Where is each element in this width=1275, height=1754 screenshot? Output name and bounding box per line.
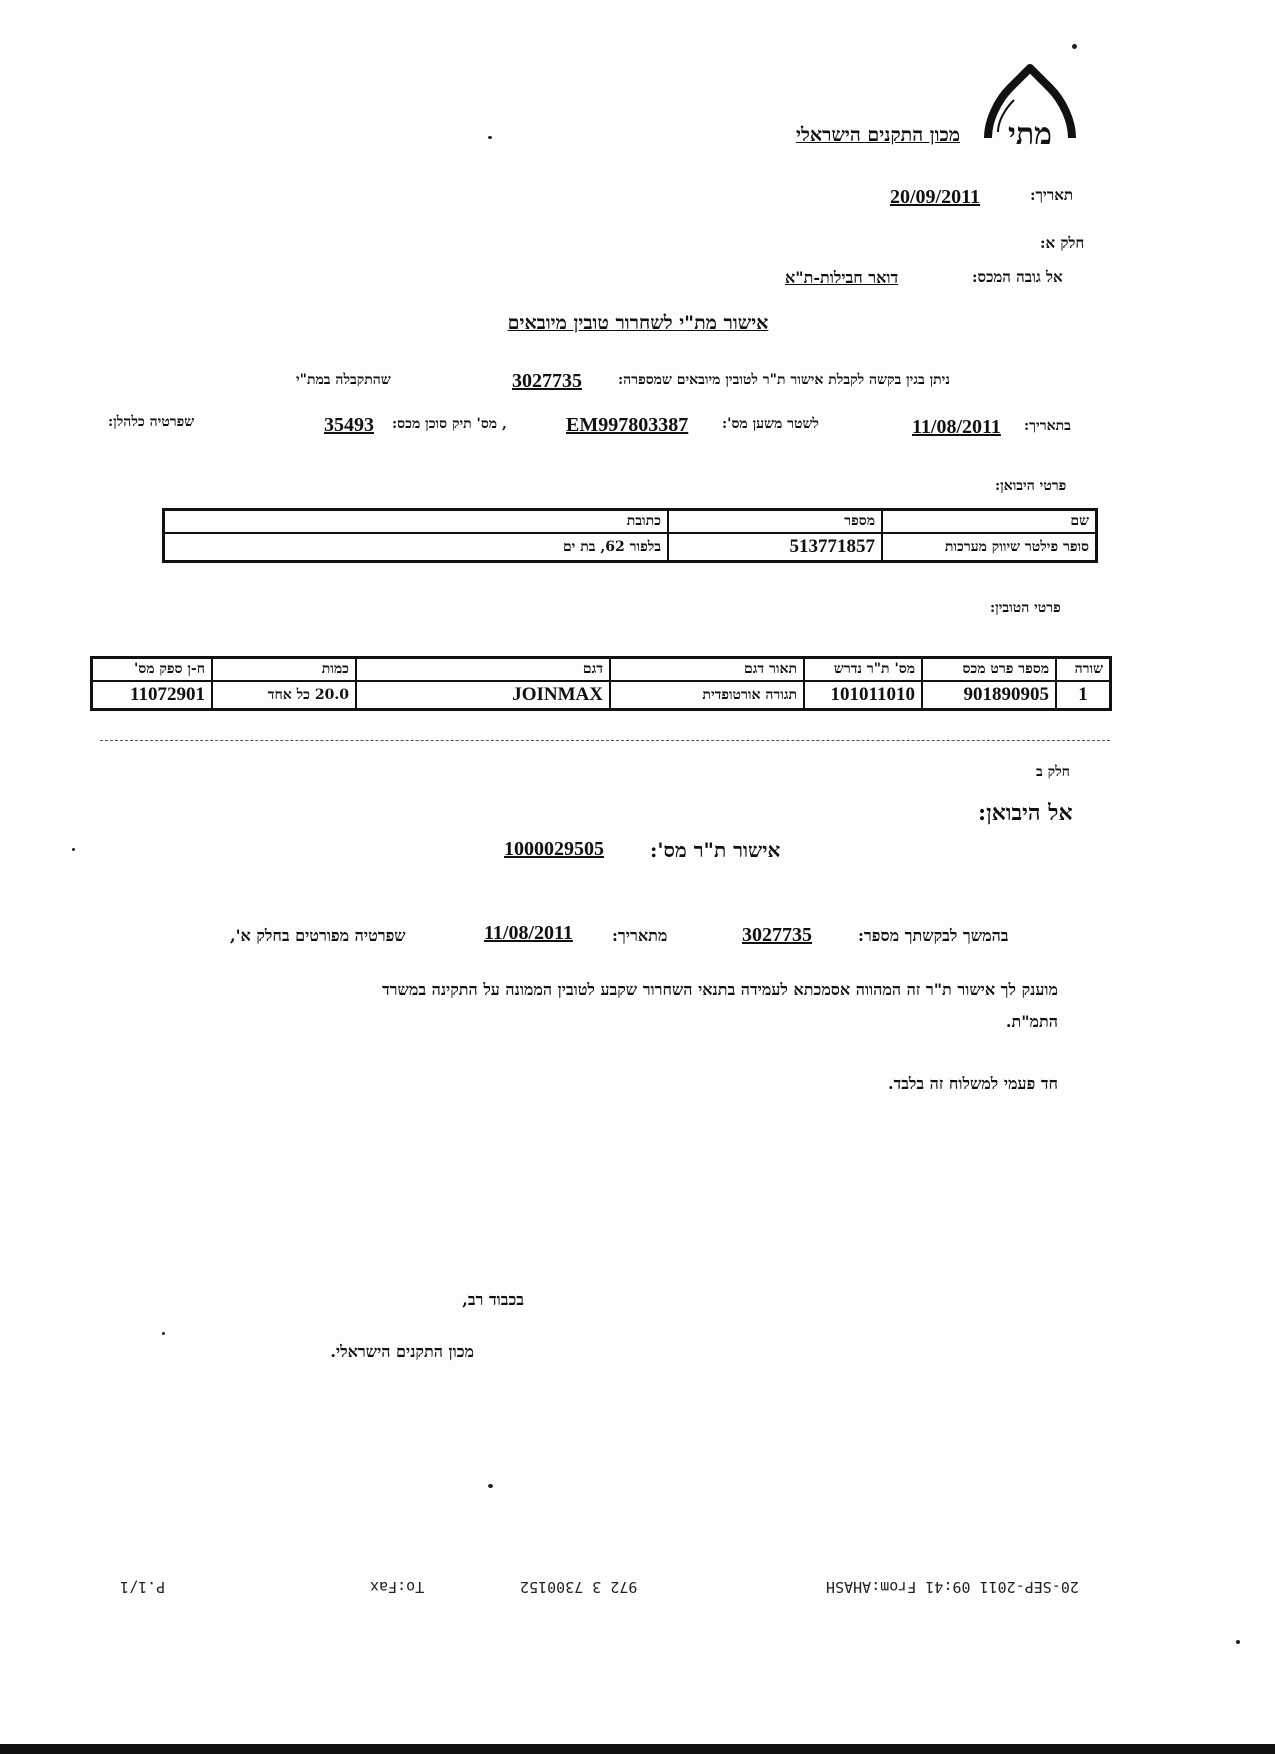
shipment-label: לשטר משען מס': — [722, 416, 819, 432]
importer-address: בלפור 62, בת ים — [164, 533, 669, 562]
table-header-row — [92, 658, 1111, 682]
part-a-label: חלק א: — [1040, 234, 1085, 252]
document-title: אישור מת"י לשחרור טובין מיובאים — [507, 312, 769, 334]
table-header-row — [164, 510, 1097, 534]
scan-speck — [1072, 44, 1077, 49]
goods-quantity: 20.0 כל אחד — [212, 681, 356, 710]
goods-model-description: תגורה אורטופדית — [610, 681, 804, 710]
importer-number: 513771857 — [668, 533, 882, 562]
agent-value: 35493 — [324, 414, 374, 436]
institute-logo-icon — [980, 60, 1080, 160]
goods-table — [90, 656, 1112, 711]
goods-line: 1 — [1056, 681, 1111, 710]
header-address: כתובת — [164, 510, 669, 534]
details-below: שפרטיה כלהלן: — [108, 414, 195, 430]
dated-value: 11/08/2011 — [912, 416, 1001, 438]
scan-speck — [488, 1484, 493, 1488]
from-date-label: מתאריך: — [612, 926, 668, 945]
fax-footer-to-number: 972 3 7300152 — [520, 1578, 638, 1596]
fax-footer-date-from: 20-SEP-2011 09:41 From:AHASH — [826, 1578, 1079, 1596]
importer-section-label: פרטי היבואן: — [995, 478, 1067, 494]
scan-speck — [162, 1332, 165, 1335]
dated-label: בתאריך: — [1024, 418, 1071, 434]
signature-institute: מכון התקנים הישראלי. — [330, 1342, 474, 1361]
date-label: תאריך: — [1030, 186, 1073, 204]
goods-section-label: פרטי הטובין: — [990, 600, 1061, 616]
table-row — [164, 533, 1097, 562]
intro-line-start: ניתן בגין בקשה לקבלת אישור ת"ר לטובין מיובאים שמספרה: — [618, 372, 950, 388]
scan-speck — [1236, 1640, 1240, 1644]
shipment-value: EM997803387 — [566, 414, 689, 436]
customs-value: דואר חבילות-ת"א — [785, 268, 899, 287]
to-importer: אל היבואן: — [978, 800, 1073, 826]
table-row — [92, 681, 1111, 710]
goods-supplier-invoice: 11072901 — [92, 681, 213, 710]
scan-speck — [488, 136, 492, 139]
customs-label: אל גובה המכס: — [972, 268, 1063, 286]
agent-label: , מס' תיק סוכן מכס: — [392, 416, 507, 432]
continuation-number: 3027735 — [742, 924, 812, 946]
importer-name: סופר פילטר שיווק מערכות — [882, 533, 1097, 562]
header-name: שם — [882, 510, 1097, 534]
header-required-standard: מס' ת"ר נדרש — [804, 658, 922, 682]
fax-footer-page: P.1/1 — [120, 1578, 166, 1596]
header-model: דגם — [356, 658, 610, 682]
header-model-description: תאור דגם — [610, 658, 804, 682]
scan-bottom-edge — [0, 1744, 1275, 1754]
request-number: 3027735 — [512, 370, 582, 392]
fax-footer-to-fax: To:Fax — [370, 1578, 425, 1596]
part-b-label: חלק ב — [1036, 764, 1070, 780]
from-date-value: 11/08/2011 — [484, 922, 573, 944]
one-time-notice: חד פעמי למשלוח זה בלבד. — [887, 1074, 1058, 1093]
goods-model: JOINMAX — [356, 681, 610, 710]
approval-label: אישור ת"ר מס': — [650, 838, 781, 862]
body-line-1: מוענק לך אישור ת"ר זה המהווה אסמכתא לעמידה בתנאי השחרור שקבע לטובין הממונה על התקינה במשרד — [381, 980, 1058, 999]
institute-name: מכון התקנים הישראלי — [796, 124, 960, 146]
header-line: שורה — [1056, 658, 1111, 682]
body-line-2: התמ"ת. — [1005, 1012, 1058, 1031]
goods-customs-item: 901890905 — [922, 681, 1056, 710]
header-number: מספר — [668, 510, 882, 534]
continuation-end: שפרטיה מפורטים בחלק א', — [230, 926, 406, 945]
scan-speck — [72, 848, 75, 851]
importer-table — [162, 508, 1098, 563]
separator-line — [100, 740, 1110, 741]
intro-line-end: שהתקבלה במת"י — [296, 372, 391, 388]
continuation-label: בהמשך לבקשתך מספר: — [858, 926, 1009, 945]
date-value: 20/09/2011 — [890, 186, 981, 208]
goods-required-standard: 101011010 — [804, 681, 922, 710]
header-customs-item: מספר פרט מכס — [922, 658, 1056, 682]
header-supplier-invoice: ח-ן ספק מס' — [92, 658, 213, 682]
approval-value: 1000029505 — [504, 838, 604, 860]
logo-text: מתי — [1008, 117, 1052, 152]
header-quantity: כמות — [212, 658, 356, 682]
regards: בכבוד רב, — [462, 1290, 524, 1309]
